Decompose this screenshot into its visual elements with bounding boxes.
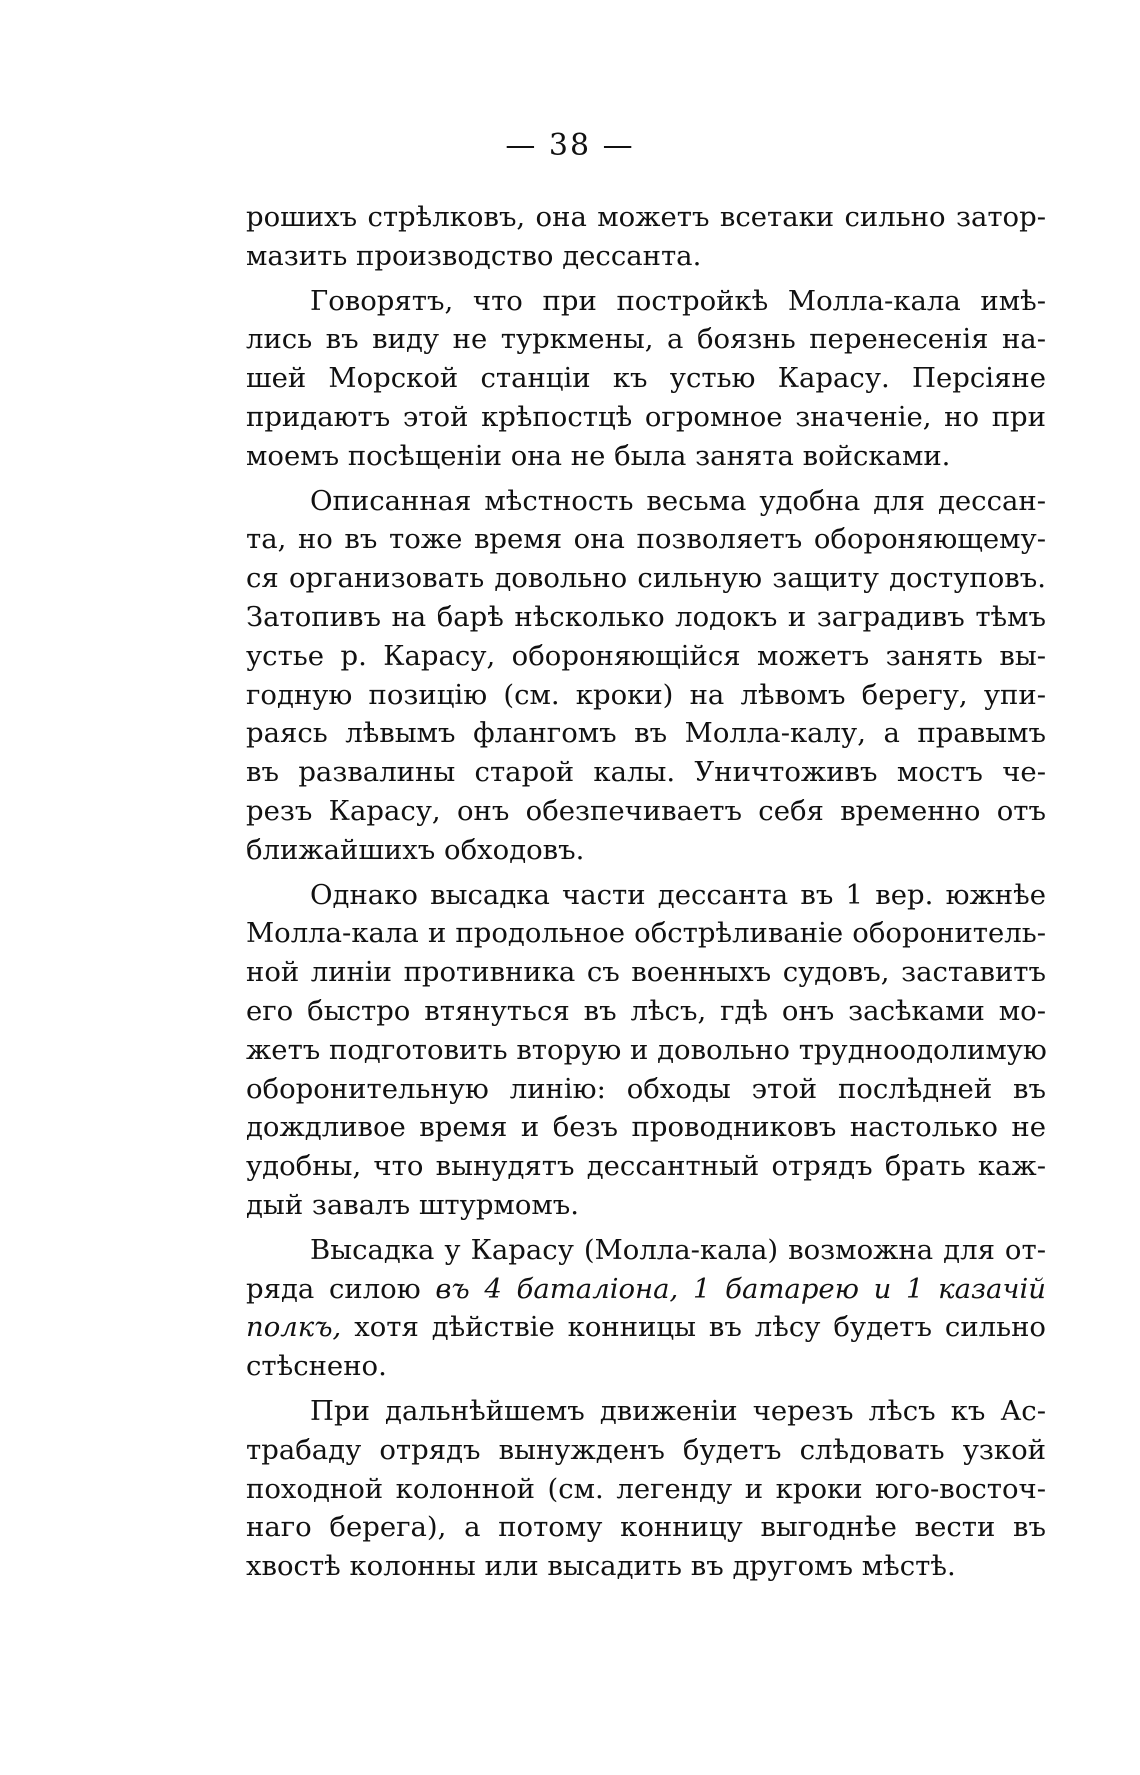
text-line: жетъ подготовить вторую и довольно трудноодолимую [246, 1033, 1047, 1066]
text-line: устье р. Карасу, обороняющійся можетъ занять вы- [246, 639, 1046, 672]
text-line: хвостѣ колонны или высадить въ другомъ мѣстѣ. [246, 1550, 956, 1583]
text-line: Высадка у Карасу (Молла-кала) возможна для от- [310, 1233, 1046, 1266]
text-span: хотя дѣйствіе конницы въ лѣсу будетъ сильно [341, 1311, 1046, 1344]
text-line: ся организовать довольно сильную защиту доступовъ. [246, 562, 1046, 595]
paragraph-2 [246, 282, 1046, 476]
text-line: мазить производство дессанта. [246, 239, 702, 272]
text-line: удобны, что вынудятъ дессантный отрядъ брать каж- [246, 1150, 1046, 1183]
text-line: резъ Карасу, онъ обезпечиваетъ себя временно отъ [246, 794, 1046, 827]
text-line: оборонительную линію: обходы этой послѣдней въ [246, 1072, 1046, 1105]
text-line: походной колонной (см. легенду и кроки юго-восточ- [246, 1472, 1046, 1505]
text-line: ближайшихъ обходовъ. [246, 833, 585, 866]
text-line: та, но въ тоже время она позволяетъ обороняющему- [246, 523, 1046, 556]
text-line: шей Морской станціи къ устью Карасу. Персіяне [246, 362, 1046, 395]
text-line: трабаду отрядъ вынужденъ будетъ слѣдовать узкой [246, 1433, 1046, 1466]
paragraph-4 [246, 876, 1046, 1225]
paragraph-6 [246, 1392, 1046, 1586]
text-line [246, 1270, 1046, 1309]
text-line: Затопивъ на барѣ нѣсколько лодокъ и заградивъ тѣмъ [246, 600, 1046, 633]
text-line: раясь лѣвымъ флангомъ въ Молла-калу, а правымъ [246, 717, 1046, 750]
paragraph-1 [246, 198, 1046, 276]
text-line: лись въ виду не туркмены, а боязнь перенесенія на- [246, 323, 1046, 356]
text-line: стѣснено. [246, 1350, 387, 1383]
text-line: годную позицію (см. кроки) на лѣвомъ берегу, упи- [246, 678, 1046, 711]
text-span: ряда силою [246, 1272, 436, 1305]
text-line: его быстро втянуться въ лѣсъ, гдѣ онъ засѣками мо- [246, 994, 1046, 1027]
text-line: дождливое время и безъ проводниковъ настолько не [246, 1111, 1046, 1144]
text-line: дый завалъ штурмомъ. [246, 1188, 580, 1221]
page-number: — 38 — [505, 128, 635, 163]
text-line: При дальнѣйшемъ движеніи черезъ лѣсъ къ Ас- [310, 1394, 1046, 1427]
text-line: придаютъ этой крѣпостцѣ огромное значеніе, но при [246, 400, 1046, 433]
body-text [246, 198, 1046, 1586]
text-line: въ развалины старой калы. Уничтоживъ мостъ че- [246, 756, 1046, 789]
italic-emphasis: въ 4 баталіона, 1 батарею и 1 казачій [435, 1272, 1046, 1305]
paragraph-3 [246, 482, 1046, 870]
text-line: Молла-кала и продольное обстрѣливаніе оборонитель- [246, 917, 1046, 950]
text-line: рошихъ стрѣлковъ, она можетъ всетаки сильно затор- [246, 201, 1046, 233]
text-line: наго берега), а потому конницу выгоднѣе вести въ [246, 1511, 1046, 1544]
paragraph-5 [246, 1231, 1046, 1386]
text-line: ной линіи противника съ военныхъ судовъ, заставитъ [246, 956, 1046, 989]
text-line [246, 1308, 1046, 1347]
text-line: Говорятъ, что при постройкѣ Молла-кала имѣ- [310, 284, 1046, 317]
text-line: Однако высадка части дессанта въ 1 вер. южнѣе [310, 878, 1046, 911]
italic-emphasis: полкъ, [246, 1311, 342, 1344]
text-line: Описанная мѣстность весьма удобна для дессан- [310, 484, 1046, 517]
text-line: моемъ посѣщеніи она не была занята войсками. [246, 439, 951, 472]
